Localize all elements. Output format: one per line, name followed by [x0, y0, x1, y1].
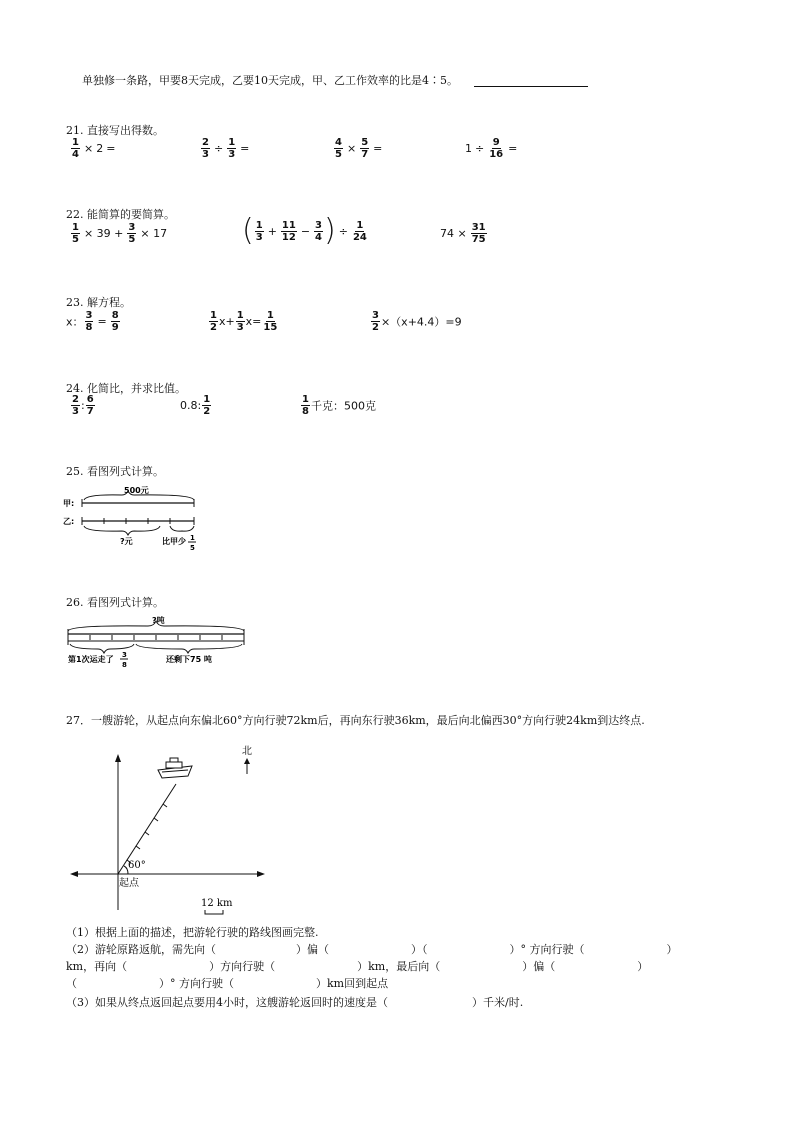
q24-expr-2: 0.8: $\frac{1}{2}$ — [180, 394, 211, 417]
q24-expr-1: $\frac{2}{3}$ : $\frac{6}{7}$ — [72, 394, 94, 417]
q21-expr-4: 1 ÷ $\frac{9}{16}$ = — [465, 137, 518, 160]
q22-expr-1: $\frac{1}{5}$ × 39 + $\frac{3}{5}$ × 17 — [72, 222, 168, 245]
q21-expr-2: $\frac{2}{3}$ ÷ $\frac{1}{3}$ = — [202, 137, 250, 160]
x-axis-right-arrow-icon — [257, 871, 265, 877]
q23-expr-2: $\frac{1}{2}$ x+ $\frac{1}{3}$ x= $\frac{1}{15}$ — [210, 310, 278, 333]
q27-sub1: （1）根据上面的描述，把游轮行驶的路线图画完整. — [66, 926, 319, 939]
q25-frac-n: 1 — [190, 534, 195, 542]
q23-expr-3: $\frac{3}{2}$ ×（x+4.4）=9 — [372, 310, 462, 333]
intro-text: 单独修一条路，甲要8天完成，乙要10天完成，甲、乙工作效率的比是4∶5。 — [82, 74, 458, 87]
x-axis-left-arrow-icon — [70, 871, 78, 877]
q25-segment-diagram — [62, 482, 202, 554]
q25-heading: 25. 看图列式计算。 — [66, 465, 164, 478]
q27-route-diagram — [66, 740, 266, 920]
q25-top-label: 500元 — [124, 486, 149, 495]
q23-expr-1: x： $\frac{3}{8}$ = $\frac{8}{9}$ — [66, 310, 119, 333]
q22-heading: 22. 能简算的要简算。 — [66, 208, 175, 221]
q26-segment-diagram — [62, 613, 252, 669]
q27-sub2-line1: （2）游轮原路返航，需先向（ ）偏（ ）（ ）° 方向行驶（ ） — [66, 943, 678, 956]
intro-line — [82, 72, 588, 88]
q27-origin-label: 起点 — [119, 878, 139, 889]
q27-angle-label: 60° — [128, 860, 146, 871]
q26-right-label: 还剩下75 吨 — [166, 655, 212, 664]
y-axis-arrow-icon — [115, 754, 121, 762]
q24-heading: 24. 化简比，并求比值。 — [66, 382, 186, 395]
q21-expr-3: $\frac{4}{5}$ × $\frac{5}{7}$ = — [335, 137, 383, 160]
q26-frac-n: 3 — [122, 651, 127, 659]
q27-sub3: （3）如果从终点返回起点要用4小时，这艘游轮返回时的速度是（ ）千米/时. — [66, 996, 524, 1009]
q21-heading: 21. 直接写出得数。 — [66, 124, 164, 137]
q25-frac-d: 5 — [190, 544, 195, 552]
north-arrow-icon — [244, 758, 250, 764]
q27-scale-label: 12 km — [201, 898, 233, 909]
q25-compare-label: 比甲少 — [162, 537, 186, 546]
q27-heading: 27．一艘游轮，从起点向东偏北60°方向行驶72km后，再向东行驶36km，最后向北偏西30°方向行驶24km到达终点. — [66, 714, 645, 727]
ship-icon — [158, 758, 192, 778]
q26-heading: 26. 看图列式计算。 — [66, 596, 164, 609]
q22-expr-3: 74 × $\frac{31}{75}$ — [440, 222, 486, 245]
q22-expr-2: ( $\frac{1}{3}$ + $\frac{11}{12}$ − $\frac{3}{4}$ ) ÷ $\frac{1}{24}$ — [242, 213, 367, 248]
q23-heading: 23. 解方程。 — [66, 296, 131, 309]
q26-frac-d: 8 — [122, 661, 127, 669]
q24-expr-3: $\frac{1}{8}$ 千克：500克 — [302, 394, 376, 417]
q25-bottom-label: ?元 — [120, 537, 133, 546]
q25-row2-label: 乙: — [63, 517, 75, 526]
q26-top-label: ?吨 — [152, 616, 165, 625]
q27-sub2-line2: km，再向（ ）方向行驶（ ）km，最后向（ ）偏（ ） — [66, 960, 649, 973]
q26-left-label: 第1次运走了 — [68, 655, 114, 664]
q27-sub2-line3: （ ）° 方向行驶（ ）km回到起点 — [66, 977, 389, 990]
q27-north-label: 北 — [242, 746, 252, 757]
answer-blank[interactable] — [474, 76, 588, 87]
q21-expr-1: $\frac{1}{4}$ × 2 = — [72, 137, 116, 160]
q25-row1-label: 甲: — [63, 499, 75, 508]
